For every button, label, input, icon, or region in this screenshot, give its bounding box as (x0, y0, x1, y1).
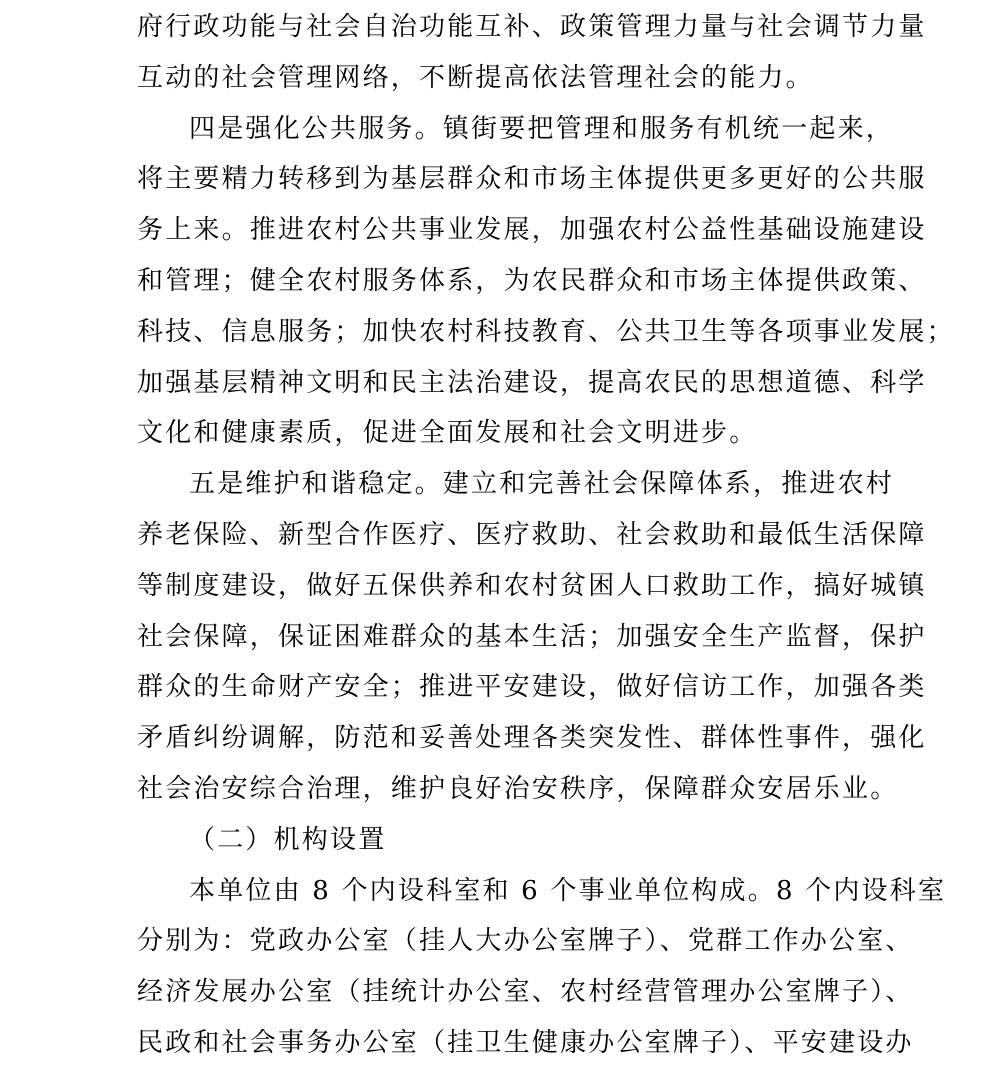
document-page (137, 2, 955, 1069)
paragraph-line: 文化和健康素质，促进全面发展和社会文明进步。 (137, 418, 758, 449)
paragraph-line: 社会治安综合治理，维护良好治安秩序，保障群众安居乐业。 (137, 773, 899, 804)
paragraph-line: 将主要精力转移到为基层群众和市场主体提供更多更好的公共服 (137, 164, 927, 195)
paragraph-line: 府行政功能与社会自治功能互补、政策管理力量与社会调节力量 (137, 12, 927, 42)
paragraph-line: 民政和社会事务办公室（挂卫生健康办公室牌子）、平安建设办 (137, 1027, 914, 1058)
paragraph-line: 养老保险、新型合作医疗、医疗救助、社会救助和最低生活保障 (137, 519, 927, 550)
paragraph-line: 务上来。推进农村公共事业发展，加强农村公益性基础设施建设 (137, 215, 927, 246)
paragraph-line: 五是维护和谐稳定。建立和完善社会保障体系，推进农村 (189, 469, 895, 500)
paragraph-line: 经济发展办公室（挂统计办公室、农村经营管理办公室牌子）、 (137, 977, 914, 1008)
paragraph-line: 加强基层精神文明和民主法治建设，提高农民的思想道德、科学 (137, 367, 927, 398)
section-heading: （二）机构设置 (189, 824, 387, 855)
paragraph-line: 等制度建设，做好五保供养和农村贫困人口救助工作，搞好城镇 (137, 570, 927, 601)
paragraph-line: 社会保障，保证困难群众的基本生活；加强安全生产监督，保护 (137, 621, 927, 652)
paragraph-line: 群众的生命财产安全；推进平安建设，做好信访工作，加强各类 (137, 672, 927, 703)
paragraph-line: 科技、信息服务；加快农村科技教育、公共卫生等各项事业发展； (137, 316, 955, 347)
paragraph-line: 分别为：党政办公室（挂人大办公室牌子）、党群工作办公室、 (137, 926, 914, 957)
paragraph-line: 矛盾纠纷调解，防范和妥善处理各类突发性、群体性事件，强化 (137, 723, 927, 754)
paragraph-line: 和管理；健全农村服务体系，为农民群众和市场主体提供政策、 (137, 265, 927, 296)
paragraph-line: 本单位由 8 个内设科室和 6 个事业单位构成。8 个内设科室 (189, 875, 947, 906)
paragraph-line: 互动的社会管理网络，不断提高依法管理社会的能力。 (137, 62, 814, 93)
paragraph-line: 四是强化公共服务。镇街要把管理和服务有机统一起来， (189, 113, 895, 144)
